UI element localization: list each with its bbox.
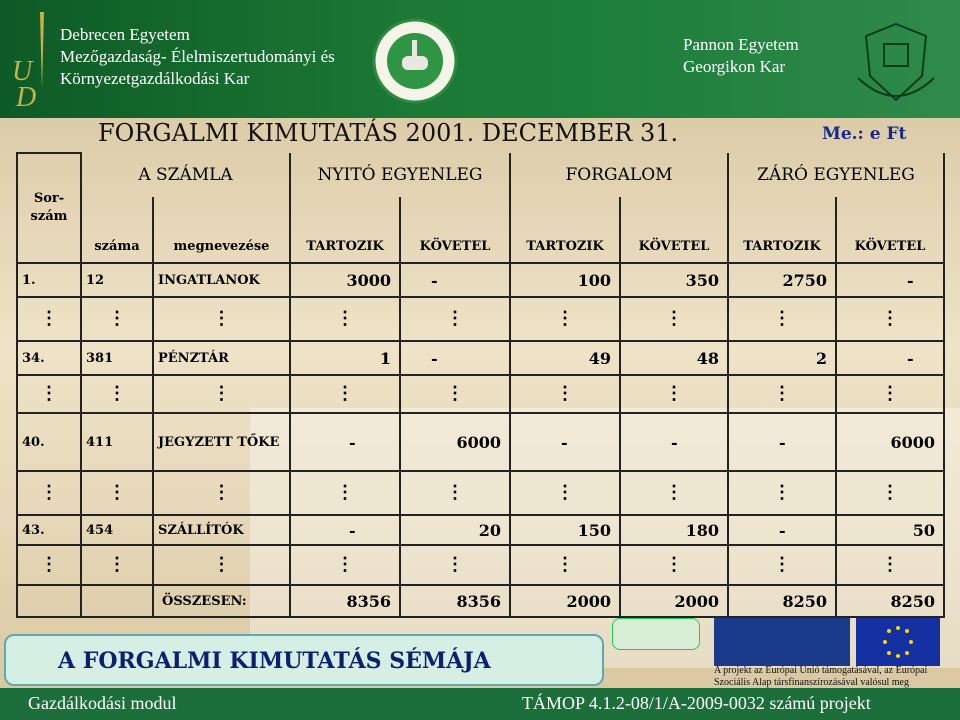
row-szama: 12 — [81, 263, 153, 297]
header-zaro: ZÁRÓ EGYENLEG — [728, 153, 944, 197]
row-sor: 1. — [17, 263, 81, 297]
ellipsis: ⋮ — [17, 545, 81, 585]
eu-stars-icon — [856, 618, 940, 666]
sub-nyito-tartozik: TARTOZIK — [290, 197, 400, 263]
sorszam-line-2: szám — [30, 209, 68, 224]
ellipsis: ⋮ — [81, 471, 153, 515]
schema-title: A FORGALMI KIMUTATÁS SÉMÁJA — [58, 648, 491, 674]
totals-row — [17, 585, 944, 617]
ellipsis: ⋮ — [290, 297, 400, 341]
row-value: 1 — [290, 341, 400, 375]
ellipsis: ⋮ — [620, 545, 728, 585]
header-row-main — [17, 153, 944, 197]
turnover-table — [16, 152, 945, 618]
ellipsis-row — [17, 545, 944, 585]
ellipsis: ⋮ — [510, 297, 620, 341]
ellipsis: ⋮ — [728, 471, 836, 515]
ellipsis: ⋮ — [728, 545, 836, 585]
ellipsis: ⋮ — [620, 375, 728, 413]
header-left-line-1: Debrecen Egyetem — [60, 25, 190, 44]
header-left-line-3: Környezetgazdálkodási Kar — [60, 69, 250, 88]
row-value: 100 — [510, 263, 620, 297]
table-row — [17, 341, 944, 375]
ellipsis: ⋮ — [836, 297, 944, 341]
ellipsis: ⋮ — [290, 375, 400, 413]
sub-nyito-kovetel: KÖVETEL — [400, 197, 510, 263]
ellipsis: ⋮ — [290, 545, 400, 585]
ellipsis: ⋮ — [400, 297, 510, 341]
table-row — [17, 515, 944, 545]
sub-zaro-kovetel: KÖVETEL — [836, 197, 944, 263]
eu-flag-icon — [856, 618, 940, 666]
row-nev: SZÁLLÍTÓK — [153, 515, 290, 545]
ud-logo-icon — [10, 10, 52, 110]
ellipsis: ⋮ — [400, 471, 510, 515]
total-value: 8250 — [836, 585, 944, 617]
row-value: 6000 — [400, 413, 510, 471]
eu-support-note: A projekt az Európai Unió támogatásával, az Európai Szociális Alap társfinanszírozásával valósul meg — [714, 665, 928, 688]
sub-szama: száma — [81, 197, 153, 263]
row-sor: 34. — [17, 341, 81, 375]
footer-bar — [0, 688, 960, 720]
ellipsis: ⋮ — [81, 297, 153, 341]
header-nyito: NYITÓ EGYENLEG — [290, 153, 510, 197]
schema-title-box — [4, 634, 604, 686]
row-value: - — [290, 515, 400, 545]
ellipsis: ⋮ — [153, 297, 290, 341]
row-value: 50 — [836, 515, 944, 545]
header-sorszam — [17, 153, 81, 263]
svg-text:D: D — [16, 82, 37, 110]
ellipsis: ⋮ — [400, 545, 510, 585]
row-value: 20 — [400, 515, 510, 545]
row-value: 150 — [510, 515, 620, 545]
totals-label: ÖSSZESEN: — [153, 585, 290, 617]
row-value: - — [728, 413, 836, 471]
pannon-crest-icon — [848, 18, 944, 108]
ellipsis: ⋮ — [153, 545, 290, 585]
row-szama: 381 — [81, 341, 153, 375]
row-value: - — [510, 413, 620, 471]
ellipsis: ⋮ — [17, 471, 81, 515]
table-row — [17, 413, 944, 471]
row-nev: JEGYZETT TŐKE — [153, 413, 290, 471]
ellipsis: ⋮ — [400, 375, 510, 413]
ellipsis: ⋮ — [17, 297, 81, 341]
ellipsis-row — [17, 297, 944, 341]
row-nev: INGATLANOK — [153, 263, 290, 297]
svg-text:U: U — [12, 56, 33, 87]
ellipsis: ⋮ — [728, 297, 836, 341]
row-value: 6000 — [836, 413, 944, 471]
header-right-line-1: Pannon Egyetem — [683, 35, 799, 54]
row-sor: 40. — [17, 413, 81, 471]
page-title: FORGALMI KIMUTATÁS 2001. DECEMBER 31. — [98, 119, 679, 147]
header-right-line-2: Georgikon Kar — [683, 57, 786, 76]
header-forgalom: FORGALOM — [510, 153, 728, 197]
ellipsis: ⋮ — [836, 545, 944, 585]
header-band — [0, 0, 960, 118]
row-value: 2 — [728, 341, 836, 375]
ellipsis: ⋮ — [620, 297, 728, 341]
row-sor: 43. — [17, 515, 81, 545]
totals-empty — [17, 585, 81, 617]
row-value: 3000 — [290, 263, 400, 297]
ellipsis: ⋮ — [290, 471, 400, 515]
ellipsis-row — [17, 471, 944, 515]
ellipsis: ⋮ — [17, 375, 81, 413]
row-value: 2750 — [728, 263, 836, 297]
sub-zaro-tartozik: TARTOZIK — [728, 197, 836, 263]
sub-forgalom-tartozik: TARTOZIK — [510, 197, 620, 263]
row-value: 350 — [620, 263, 728, 297]
footer-module: Gazdálkodási modul — [28, 693, 177, 713]
row-value: - — [400, 263, 510, 297]
ellipsis: ⋮ — [728, 375, 836, 413]
empty-rounded-box — [612, 618, 700, 650]
row-value: - — [836, 263, 944, 297]
ellipsis: ⋮ — [510, 375, 620, 413]
row-value: - — [620, 413, 728, 471]
total-value: 2000 — [510, 585, 620, 617]
total-value: 8356 — [290, 585, 400, 617]
row-value: 48 — [620, 341, 728, 375]
ellipsis: ⋮ — [620, 471, 728, 515]
row-value: - — [728, 515, 836, 545]
row-szama: 411 — [81, 413, 153, 471]
row-value: - — [836, 341, 944, 375]
uj-magyarorszag-logo-icon — [714, 618, 850, 666]
sorszam-line-1: Sor- — [33, 191, 65, 206]
row-value: 180 — [620, 515, 728, 545]
ellipsis: ⋮ — [510, 545, 620, 585]
header-left-line-2: Mezőgazdaság- Élelmiszertudományi és — [60, 47, 335, 66]
footer-project: TÁMOP 4.1.2-08/1/A-2009-0032 számú projekt — [522, 693, 871, 713]
sub-megnevezese: megnevezése — [153, 197, 290, 263]
pannon-university-name — [683, 34, 799, 78]
unit-label: Me.: e Ft — [822, 124, 907, 144]
debrecen-university-name — [60, 24, 335, 90]
ellipsis: ⋮ — [510, 471, 620, 515]
total-value: 8356 — [400, 585, 510, 617]
table-row — [17, 263, 944, 297]
row-szama: 454 — [81, 515, 153, 545]
row-value: 49 — [510, 341, 620, 375]
ellipsis: ⋮ — [153, 375, 290, 413]
totals-empty — [81, 585, 153, 617]
faculty-seal-icon — [372, 18, 458, 104]
row-value: - — [400, 341, 510, 375]
total-value: 8250 — [728, 585, 836, 617]
total-value: 2000 — [620, 585, 728, 617]
ellipsis: ⋮ — [81, 545, 153, 585]
sub-forgalom-kovetel: KÖVETEL — [620, 197, 728, 263]
ellipsis: ⋮ — [836, 375, 944, 413]
row-value: - — [290, 413, 400, 471]
header-szamla: A SZÁMLA — [81, 153, 290, 197]
row-nev: PÉNZTÁR — [153, 341, 290, 375]
header-row-sub — [17, 197, 944, 263]
ellipsis: ⋮ — [153, 471, 290, 515]
ellipsis: ⋮ — [81, 375, 153, 413]
ellipsis: ⋮ — [836, 471, 944, 515]
ellipsis-row — [17, 375, 944, 413]
